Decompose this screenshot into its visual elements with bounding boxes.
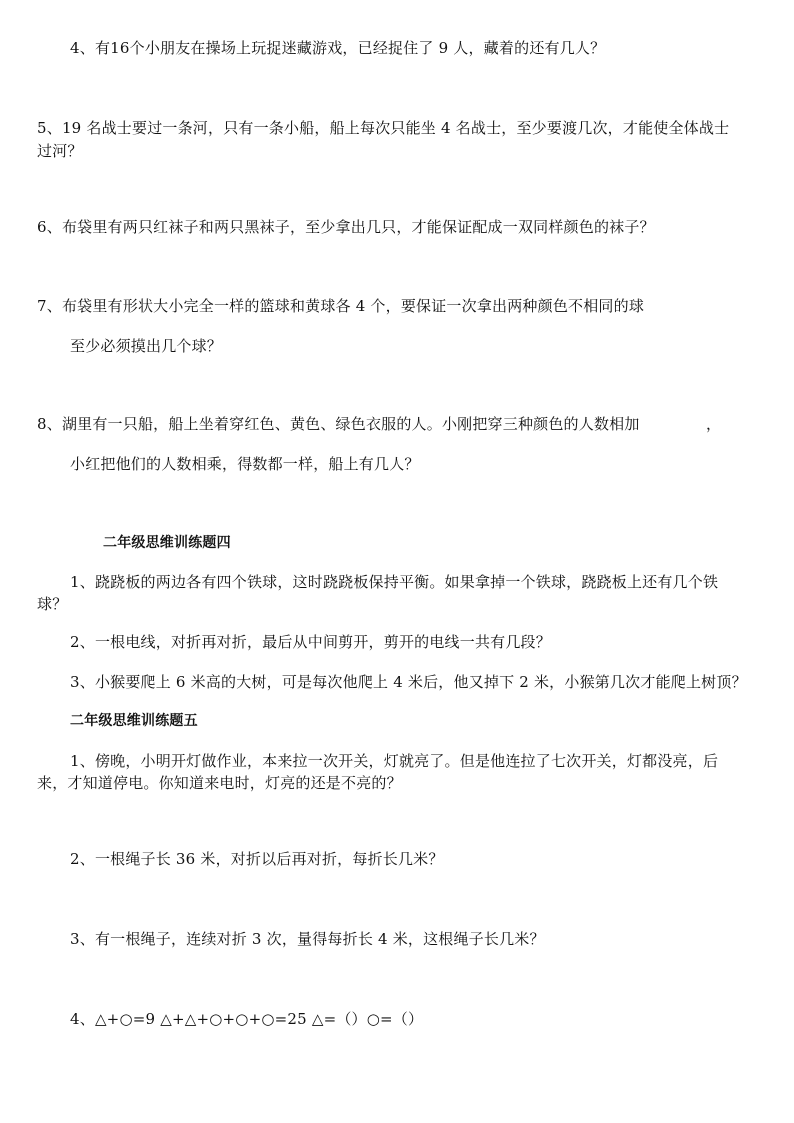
- section-4-question-2: 2、一根电线，对折再对折，最后从中间剪开，剪开的电线一共有几段？: [70, 633, 551, 651]
- section-4-question-1-line-1: 1、跷跷板的两边各有四个铁球，这时跷跷板保持平衡。如果拿掉一个铁球，跷跷板上还有几个铁: [70, 573, 719, 591]
- question-7-line-1: 7、布袋里有形状大小完全一样的篮球和黄球各 4 个，要保证一次拿出两种颜色不相同的球: [37, 297, 645, 315]
- section-5-question-2: 2、一根绳子长 36 米，对折以后再对折，每折长几米？: [70, 850, 444, 868]
- section-5-question-3: 3、有一根绳子，连续对折 3 次，量得每折长 4 米，这根绳子长几米？: [70, 930, 545, 948]
- section-5-question-1-line-1: 1、傍晚，小明开灯做作业，本来拉一次开关，灯就亮了。但是他连拉了七次开关，灯都没亮，后: [70, 752, 719, 770]
- question-8-line-2: 小红把他们的人数相乘，得数都一样，船上有几人？: [70, 455, 420, 473]
- question-8-line-1: 8、湖里有一只船，船上坐着穿红色、黄色、绿色衣服的人。小刚把穿三种颜色的人数相加: [37, 415, 640, 433]
- section-4-question-3: 3、小猴要爬上 6 米高的大树，可是每次他爬上 4 米后，他又掉下 2 米，小猴第几次才能爬上树顶？: [70, 673, 747, 691]
- question-4-airs-hide-and-seek: 4、有16个小朋友在操场上玩捉迷藏游戏，已经捉住了 9 人，藏着的还有几人？: [70, 39, 606, 57]
- section-5-question-4: 4、△+○=9 △+△+○+○+○=25 △=（）○=（）: [70, 1010, 424, 1028]
- question-7-line-2: 至少必须摸出几个球？: [70, 337, 223, 355]
- question-6: 6、布袋里有两只红袜子和两只黑袜子，至少拿出几只，才能保证配成一双同样颜色的袜子？: [37, 218, 655, 236]
- section-5-question-1-line-2: 来，才知道停电。你知道来电时，灯亮的还是不亮的？: [37, 774, 402, 792]
- question-8-trailing-comma: ，: [706, 415, 722, 433]
- question-5-line-2: 过河？: [37, 142, 83, 160]
- section-5-title: 二年级思维训练题五: [70, 713, 198, 729]
- question-5-line-1: 5、19 名战士要过一条河，只有一条小船，船上每次只能坐 4 名战士，至少要渡几次，才能使全体战士: [37, 119, 730, 137]
- section-4-title: 二年级思维训练题四: [103, 535, 231, 551]
- section-4-question-1-line-2: 球？: [37, 595, 68, 613]
